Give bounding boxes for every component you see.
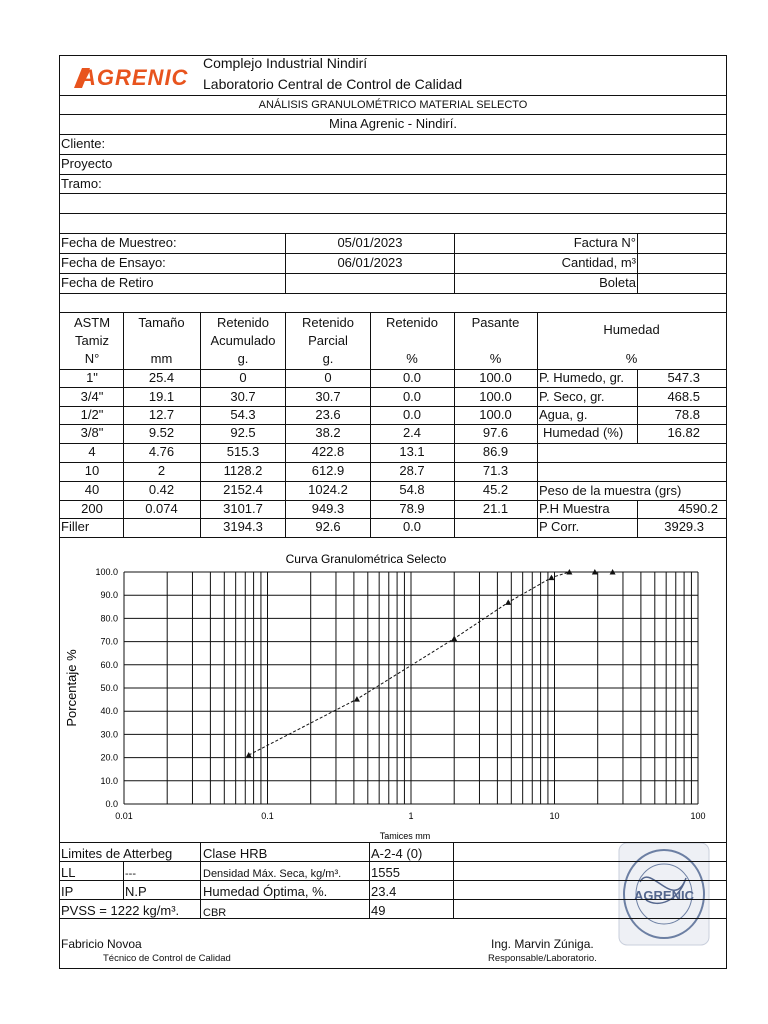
h-rule	[59, 213, 726, 214]
h-rule	[59, 369, 726, 370]
company-line2: Laboratorio Central de Control de Calidad	[203, 76, 463, 92]
fecha-ensayo-label: Fecha de Ensayo:	[61, 255, 166, 270]
cell-tamiz: Filler	[61, 519, 90, 534]
data-point	[451, 636, 457, 642]
y-tick-label: 40.0	[100, 706, 118, 717]
cell-ret-pct: 54.8	[399, 482, 425, 497]
fecha-retiro-label: Fecha de Retiro	[61, 275, 154, 290]
h-rule	[59, 918, 726, 919]
cell-pasante: 45.2	[482, 482, 509, 497]
h-rule	[59, 518, 726, 519]
cell-tamiz: 3/8"	[80, 425, 104, 440]
y-tick-label: 100.0	[95, 567, 118, 577]
h-rule	[59, 406, 726, 407]
x-tick-label: 1	[408, 811, 414, 821]
v-rule	[453, 842, 454, 918]
h-rule	[59, 500, 726, 501]
fecha-muestreo-label: Fecha de Muestreo:	[61, 235, 177, 250]
report-title: ANÁLISIS GRANULOMÉTRICO MATERIAL SELECTO	[258, 99, 528, 111]
fecha-ensayo-value: 06/01/2023	[337, 255, 403, 270]
h-rule	[59, 387, 726, 388]
cell-ret-pct: 0.0	[402, 370, 422, 385]
pvss-label: PVSS = 1222 kg/m³.	[61, 903, 180, 918]
right-signature-name: Ing. Marvin Zúniga.	[491, 937, 594, 951]
cell-ret-pct: 0.0	[402, 519, 422, 534]
cell-mm: 0.074	[145, 501, 178, 516]
cantidad-label: Cantidad, m³	[561, 255, 636, 270]
humedad-header-3: %	[625, 351, 638, 366]
h-rule	[59, 424, 726, 425]
cell-tamiz: 1"	[86, 370, 98, 385]
cell-ret-parc: 92.6	[315, 519, 341, 534]
astm-header-1: ASTM	[73, 315, 111, 330]
cell-ret-parc: 422.8	[311, 444, 345, 459]
h-rule	[59, 233, 726, 234]
location-title: Mina Agrenic - Nindirí.	[329, 116, 457, 131]
v-rule	[454, 233, 455, 293]
cell-pasante: 100.0	[479, 389, 512, 404]
left-signature-title: Técnico de Control de Calidad	[103, 953, 231, 964]
h-rule	[59, 95, 726, 96]
x-tick-label: 0.1	[261, 811, 274, 821]
p-corr-label: P Corr.	[539, 519, 580, 534]
cell-pasante: 21.1	[482, 501, 509, 516]
y-tick-label: 50.0	[100, 683, 118, 693]
y-tick-label: 70.0	[100, 636, 118, 647]
cell-ret-pct: 2.4	[402, 425, 422, 440]
agua-value: 78.8	[674, 407, 700, 422]
agua-label: Agua, g.	[539, 407, 588, 422]
p-humedo-value: 547.3	[667, 370, 700, 385]
cell-ret-parc: 1024.2	[308, 482, 348, 497]
x-tick-label: 0.01	[115, 811, 133, 821]
v-rule	[637, 500, 638, 537]
y-axis-label: Porcentaje %	[64, 649, 79, 727]
cell-tamiz: 40	[84, 482, 100, 497]
cell-mm: 2	[157, 463, 166, 478]
cell-ret-acum: 0	[239, 370, 247, 385]
ret-parc-header-2: Parcial	[308, 333, 348, 348]
peso-muestra-label: Peso de la muestra (grs)	[539, 483, 682, 498]
ret-acum-header-3: g.	[237, 351, 249, 366]
cell-mm: 0.42	[148, 482, 175, 497]
cell-pasante: 71.3	[482, 463, 509, 478]
cell-mm: 19.1	[148, 389, 175, 404]
v-rule	[123, 312, 124, 537]
clase-value: A-2-4 (0)	[371, 846, 423, 861]
h-rule	[59, 861, 726, 862]
cell-ret-acum: 30.7	[230, 389, 256, 404]
h-rule	[59, 968, 726, 969]
h-rule	[59, 899, 726, 900]
limites-label: Limites de Atterbeg	[61, 846, 173, 861]
ret-parc-header-3: g.	[322, 351, 334, 366]
cell-ret-parc: 612.9	[311, 463, 345, 478]
cbr-label: CBR	[203, 907, 227, 919]
cell-ret-acum: 2152.4	[223, 482, 263, 497]
p-corr-value: 3929.3	[664, 519, 704, 534]
cliente-label: Cliente:	[61, 136, 106, 151]
agrenic-stamp	[618, 842, 710, 946]
humedad-pct-value: 16.82	[667, 425, 700, 440]
h-rule	[59, 55, 726, 56]
h-rule	[59, 842, 726, 843]
tamano-header-1: Tamaño	[138, 315, 185, 330]
y-tick-label: 90.0	[100, 590, 118, 601]
cell-ret-acum: 515.3	[226, 444, 260, 459]
v-rule	[369, 842, 370, 918]
cell-mm: 9.52	[148, 425, 175, 440]
ret-acum-header-2: Acumulado	[210, 333, 276, 348]
ret-pct-header-1: Retenido	[385, 315, 439, 330]
y-tick-label: 80.0	[100, 613, 118, 624]
h-rule	[59, 481, 726, 482]
v-rule	[200, 842, 201, 918]
factura-label: Factura N°	[573, 235, 636, 250]
svg-text:AGRENIC: AGRENIC	[80, 65, 189, 90]
v-rule	[285, 233, 286, 293]
p-seco-value: 468.5	[667, 389, 700, 404]
h-rule	[59, 154, 726, 155]
ret-pct-header-3: %	[406, 351, 418, 366]
cell-tamiz: 1/2"	[80, 407, 104, 422]
h-rule	[59, 880, 726, 881]
tramo-label: Tramo:	[61, 176, 102, 191]
y-tick-label: 20.0	[100, 752, 118, 763]
h-rule	[59, 312, 726, 313]
h-rule	[59, 462, 726, 463]
ret-parc-header-1: Retenido	[301, 315, 355, 330]
cell-ret-acum: 1128.2	[223, 463, 263, 478]
data-point	[246, 752, 252, 758]
x-tick-label: 10	[549, 811, 560, 821]
ph-muestra-value: 4590.2	[678, 501, 718, 516]
y-tick-label: 30.0	[100, 729, 118, 740]
h-rule	[59, 253, 726, 254]
pasante-header-3: %	[489, 351, 502, 366]
densidad-label: Densidad Máx. Seca, kg/m³.	[203, 868, 342, 880]
y-tick-label: 60.0	[100, 659, 118, 670]
v-rule	[726, 55, 727, 969]
cell-mm: 25.4	[148, 370, 175, 385]
company-line1: Complejo Industrial Nindirí	[203, 55, 368, 71]
cell-ret-parc: 30.7	[315, 389, 341, 404]
v-rule	[285, 312, 286, 537]
x-axis-label: Tamices mm	[379, 831, 431, 841]
cell-ret-pct: 13.1	[399, 444, 425, 459]
stamp-text: AGRENIC	[634, 888, 694, 903]
fecha-muestreo-value: 05/01/2023	[337, 235, 403, 250]
ret-acum-header-1: Retenido	[216, 315, 270, 330]
v-rule	[537, 312, 538, 537]
p-seco-label: P. Seco, gr.	[539, 389, 605, 404]
ip-value: N.P	[125, 884, 147, 899]
cbr-value: 49	[371, 903, 386, 918]
h-rule	[59, 114, 726, 115]
data-point	[548, 575, 554, 581]
h-rule	[59, 443, 726, 444]
chart-title: Curva Granulométrica Selecto	[285, 552, 447, 566]
h-rule	[59, 273, 726, 274]
h-rule	[59, 537, 726, 538]
series-line	[249, 572, 613, 755]
cell-ret-parc: 23.6	[315, 407, 341, 422]
astm-header-2: Tamiz	[75, 333, 109, 348]
clase-label: Clase HRB	[203, 846, 268, 861]
cell-ret-parc: 38.2	[315, 425, 341, 440]
x-tick-label: 100	[690, 811, 706, 821]
data-point	[354, 696, 360, 702]
astm-header-3: N°	[84, 351, 100, 366]
humedad-opt-label: Humedad Óptima, %.	[203, 884, 328, 899]
humedad-header-1: Humedad	[603, 322, 660, 337]
data-point	[505, 599, 511, 605]
h-rule	[59, 293, 726, 294]
proyecto-label: Proyecto	[61, 156, 113, 171]
ll-value: ---	[125, 868, 136, 880]
cell-ret-pct: 0.0	[402, 407, 422, 422]
pasante-header-1: Pasante	[471, 315, 520, 330]
v-rule	[637, 233, 638, 293]
cell-ret-pct: 28.7	[399, 463, 425, 478]
cell-pasante: 100.0	[479, 370, 512, 385]
cell-tamiz: 200	[81, 501, 103, 516]
cell-ret-parc: 0	[324, 370, 332, 385]
cell-ret-acum: 54.3	[230, 407, 256, 422]
ip-label: IP	[61, 884, 74, 899]
cell-ret-parc: 949.3	[311, 501, 345, 516]
cell-pasante: 97.6	[482, 425, 509, 440]
h-rule	[59, 134, 726, 135]
humedad-pct-label: Humedad (%)	[543, 425, 624, 440]
cell-pasante: 86.9	[482, 444, 509, 459]
v-rule	[637, 369, 638, 443]
ph-muestra-label: P.H Muestra	[539, 501, 610, 516]
cell-ret-pct: 78.9	[399, 501, 425, 516]
v-rule	[123, 861, 124, 899]
grading-curve-chart	[60, 538, 726, 842]
tamano-header-3: mm	[150, 351, 173, 366]
densidad-value: 1555	[371, 865, 400, 880]
v-rule	[454, 312, 455, 537]
h-rule	[59, 174, 726, 175]
y-tick-label: 10.0	[100, 775, 118, 786]
ll-label: LL	[61, 865, 76, 880]
p-humedo-label: P. Humedo, gr.	[539, 370, 625, 385]
boleta-label: Boleta	[599, 275, 636, 290]
cell-ret-acum: 3194.3	[223, 519, 263, 534]
cell-ret-acum: 3101.7	[223, 501, 263, 516]
left-signature-name: Fabricio Novoa	[61, 937, 142, 951]
h-rule	[59, 193, 726, 194]
cell-ret-pct: 0.0	[402, 389, 422, 404]
y-tick-label: 0.0	[105, 799, 118, 809]
agrenic-logo	[72, 64, 194, 90]
humedad-opt-value: 23.4	[371, 884, 397, 899]
cell-tamiz: 3/4"	[80, 389, 104, 404]
cell-mm: 4.76	[148, 444, 175, 459]
v-rule	[200, 312, 201, 537]
cell-tamiz: 4	[88, 444, 96, 459]
cell-tamiz: 10	[84, 463, 100, 478]
right-signature-title: Responsable/Laboratorio.	[488, 953, 597, 964]
cell-pasante: 100.0	[479, 407, 512, 422]
v-rule	[370, 312, 371, 537]
cell-ret-acum: 92.5	[230, 425, 256, 440]
cell-mm: 12.7	[148, 407, 175, 422]
